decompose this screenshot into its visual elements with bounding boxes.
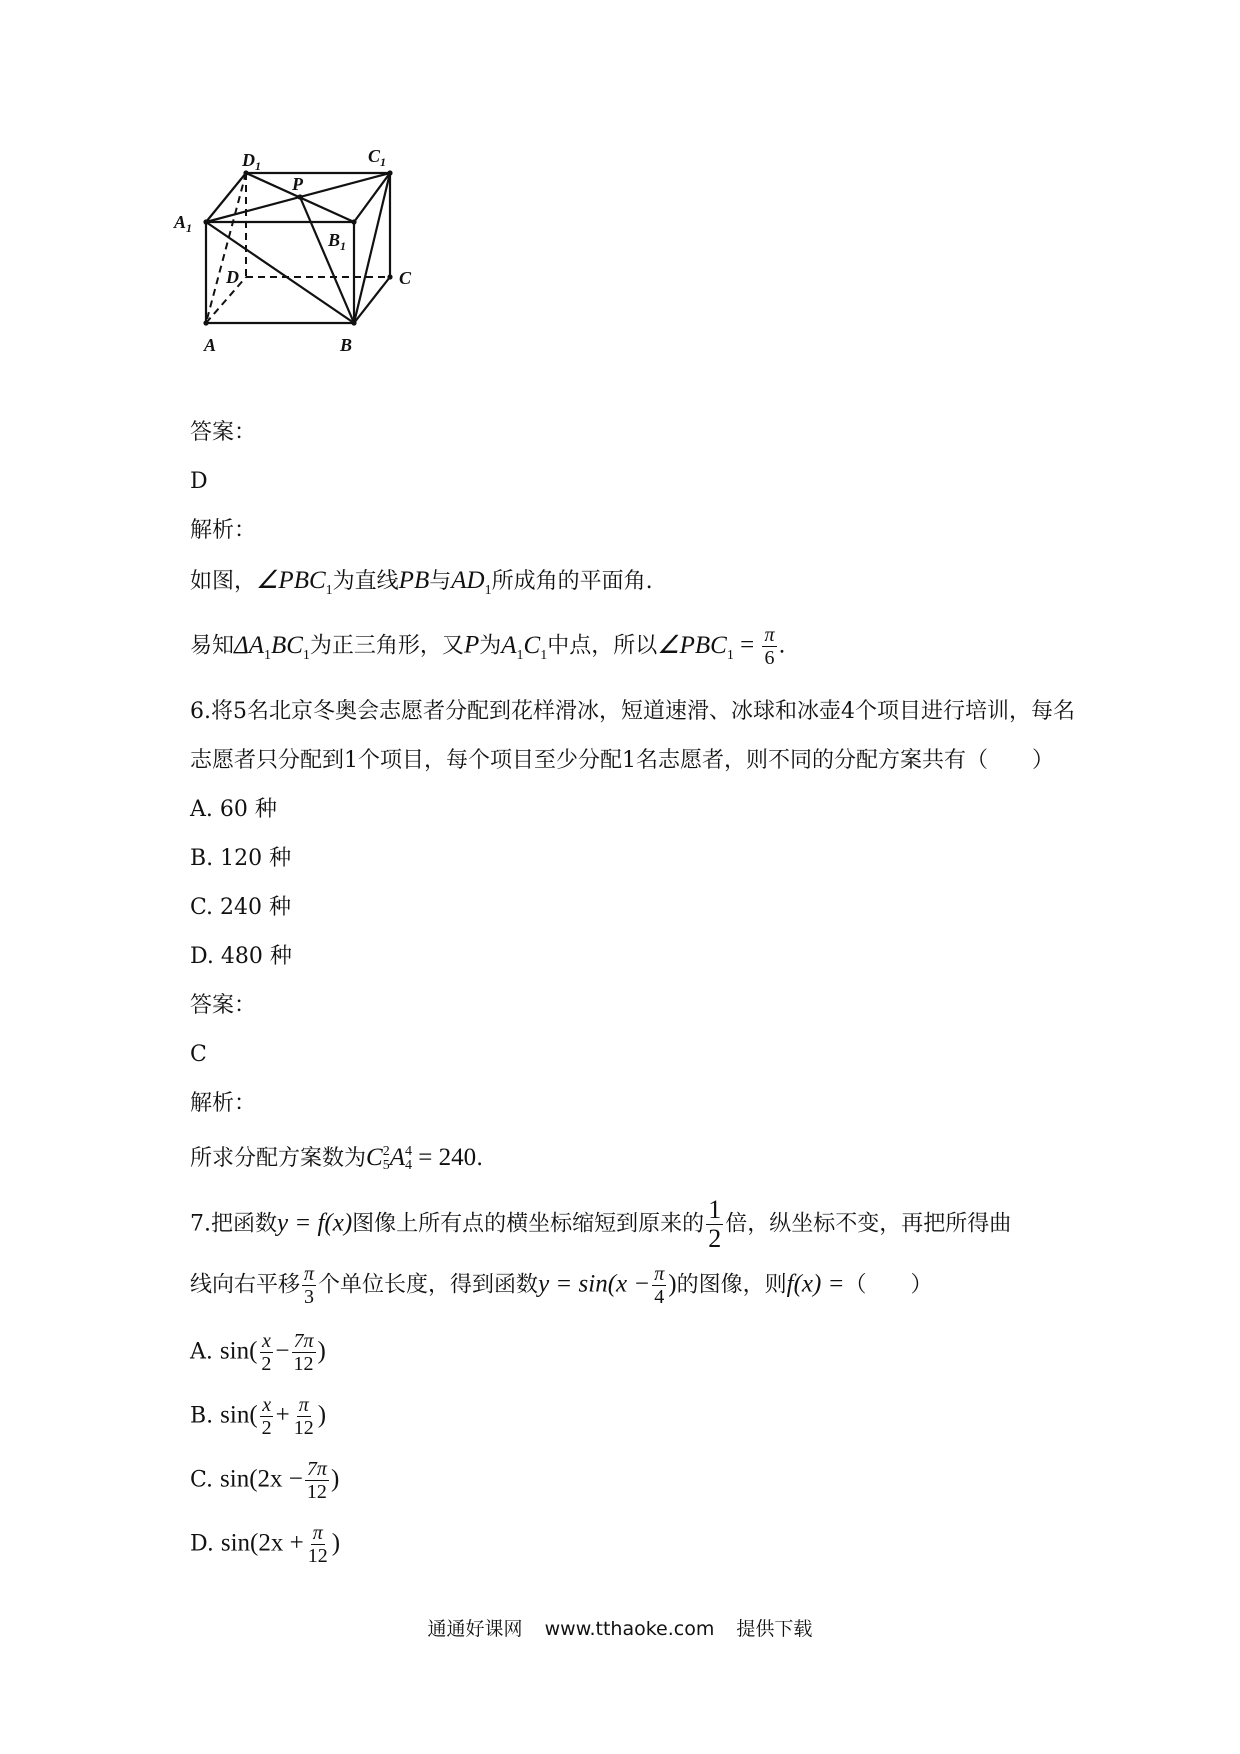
q6-answer-label: 答案： [190, 993, 257, 1018]
label-B1: $B_1$ [328, 230, 347, 253]
label-C1: $C_1$ [368, 146, 387, 169]
pi-over-3-fraction: $\frac{\pi}{3}$ [304, 1263, 315, 1308]
q7-stem-line2: 线向右平移 $\frac{\pi}{3}$ 个单位长度，得到函数y = sin(x − $\frac{\pi}{4}$ )的图像，则f(x) =（ ） [190, 1263, 933, 1308]
q6-option-c: C. 240 种 [190, 895, 292, 920]
page-footer [0, 1614, 1240, 1641]
q6-analysis: 所求分配方案数为C 2 5 A 4 4 = 240. [190, 1144, 484, 1174]
pi-over-4-fraction: $\frac{\pi}{4}$ [654, 1263, 665, 1308]
q6-analysis-label: 解析： [190, 1091, 257, 1116]
q7-stem-line1: 7.把函数y = f(x)图像上所有点的横坐标缩短到原来的 $\frac{1}{2}$ 倍，纵坐标不变，再把所得曲 [190, 1195, 1012, 1253]
cube-diagram [174, 146, 488, 400]
q7-option-d: D. sin(2x + $\frac{\pi}{12}$ ) [190, 1522, 341, 1567]
label-D1: $D_1$ [242, 150, 261, 173]
q6-answer: C [190, 1042, 207, 1067]
q5-analysis-line1: 如图，$\angle PBC_1$为直线PB与$AD_1$所成角的平面角. [190, 567, 653, 598]
footer-site-name: 通通好课网 [427, 1618, 523, 1640]
label-D: D [226, 267, 239, 287]
q5-analysis-line2: 易知$\Delta A_1BC_1$为正三角形，又P为$A_1C_1$中点，所以$\angle PBC_1$ = $\frac{\pi}{6}$ . [190, 624, 786, 669]
footer-tagline: 提供下载 [736, 1618, 813, 1640]
q6-stem-line2: 志愿者只分配到1个项目，每个项目至少分配1名志愿者，则不同的分配方案共有（ ） [190, 748, 1054, 773]
label-C: C [399, 268, 412, 288]
one-half-fraction: $\frac{1}{2}$ [708, 1195, 722, 1253]
pi-over-6-fraction: $\frac{\pi}{6}$ [764, 624, 775, 669]
q5-answer-label: 答案： [190, 420, 257, 445]
label-A: A [204, 335, 217, 355]
label-P: P [292, 174, 303, 194]
footer-url[interactable]: www.tthaoke.com [544, 1618, 715, 1640]
label-A1: $A_1$ [174, 212, 193, 235]
q5-answer: D [190, 469, 208, 494]
q6-stem-line1: 6.将5名北京冬奥会志愿者分配到花样滑冰，短道速滑、冰球和冰壶4个项目进行培训，每名 [190, 699, 1075, 724]
q6-option-d: D. 480 种 [190, 944, 292, 969]
q7-option-a: A. sin( $\frac{x}{2}$ − $\frac{7\pi}{12}$ ) [190, 1330, 326, 1375]
q5-analysis-label: 解析： [190, 518, 257, 543]
q7-option-c: C. sin(2x − $\frac{7\pi}{12}$ ) [190, 1458, 340, 1503]
q6-option-b: B. 120 种 [190, 846, 292, 871]
cube-figure [174, 146, 488, 400]
label-B: B [340, 335, 353, 355]
q6-option-a: A. 60 种 [190, 797, 277, 822]
q7-option-b: B. sin( $\frac{x}{2}$ + $\frac{\pi}{12}$ ) [190, 1394, 327, 1439]
